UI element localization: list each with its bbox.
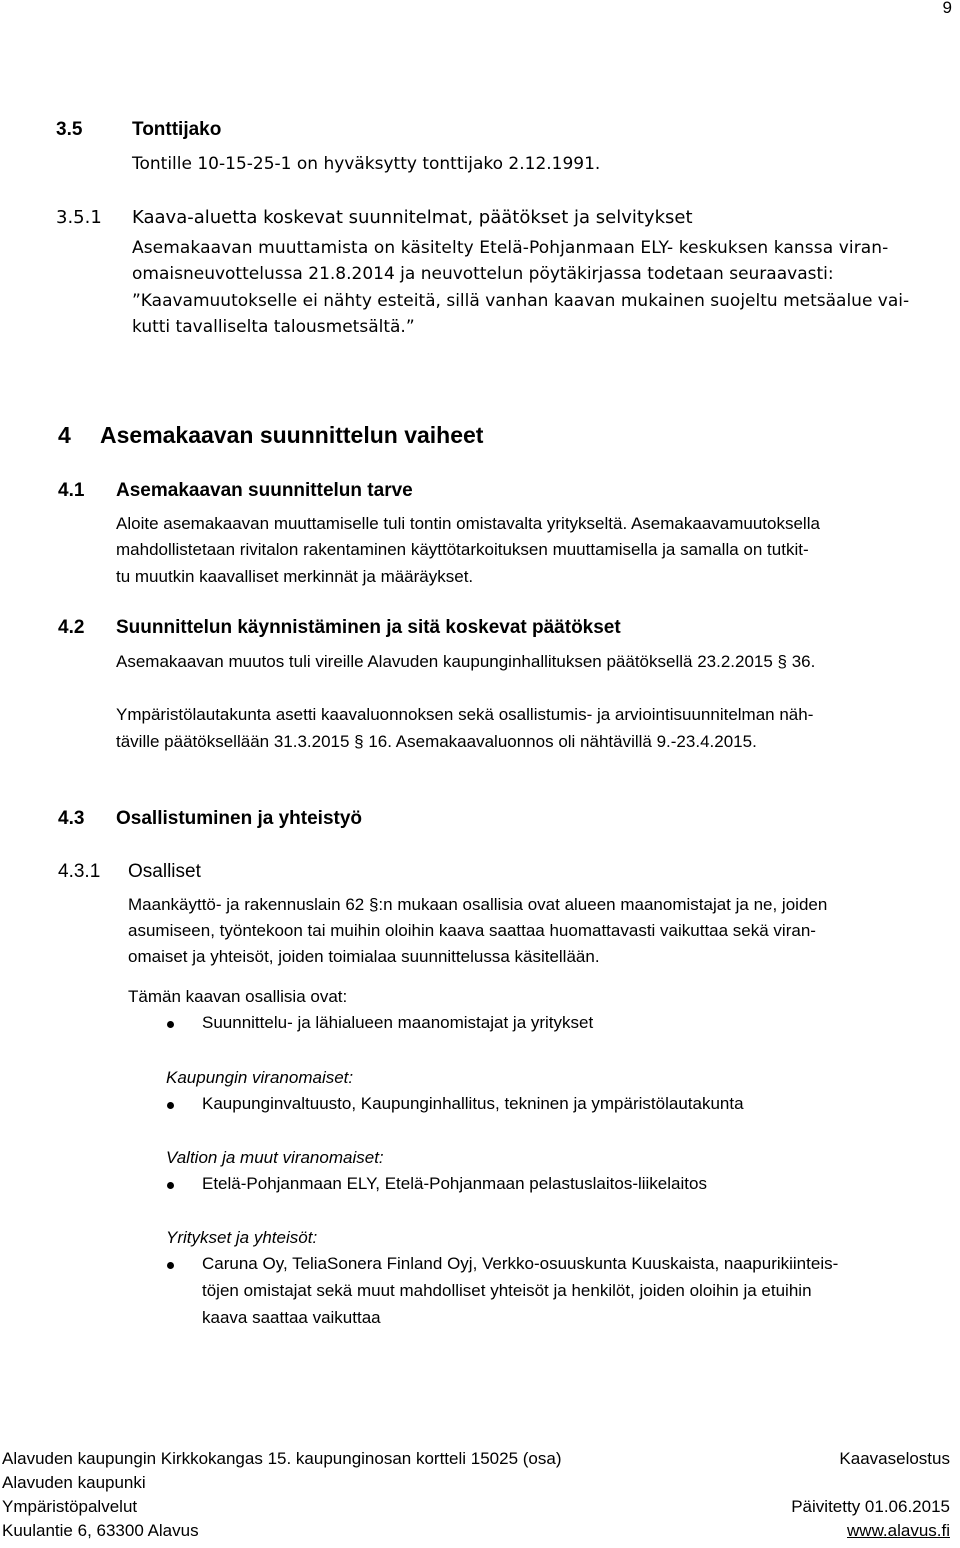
bullet-icon <box>167 1102 174 1109</box>
subsection-number: 3.5.1 <box>56 207 102 228</box>
paragraph: Tontille 10-15-25-1 on hyväksytty tonttijako 2.12.1991. <box>132 154 601 174</box>
list-intro: Tämän kaavan osallisia ovat: <box>128 987 348 1006</box>
paragraph: Asemakaavan muutos tuli vireille Alavuden kaupunginhallituksen päätöksellä 23.2.2015 § 36. <box>116 652 816 671</box>
paragraph-line: täville päätöksellään 31.3.2015 § 16. Asemakaavaluonnos oli nähtävillä 9.-23.4.2015. <box>116 732 757 751</box>
paragraph-line: Ympäristölautakunta asetti kaavaluonnoksen sekä osallistumis- ja arviointisuunnitelman näh- <box>116 705 814 724</box>
quote-line: ”Kaavamuutokselle ei nähty esteitä, sillä vanhan kaavan mukainen suojeltu metsäalue vai- <box>132 291 910 311</box>
section-number: 4.2 <box>58 617 85 638</box>
section-number: 4.1 <box>58 480 85 501</box>
footer-website-link[interactable]: www.alavus.fi <box>847 1521 950 1540</box>
chapter-number: 4 <box>58 422 71 448</box>
page-number: 9 <box>942 0 952 17</box>
group-label: Kaupungin viranomaiset: <box>166 1068 354 1087</box>
footer-plan-name: Alavuden kaupungin Kirkkokangas 15. kaupunginosan kortteli 15025 (osa) <box>2 1449 562 1468</box>
subsection-title: Kaava-aluetta koskevat suunnitelmat, päätökset ja selvitykset <box>132 207 693 228</box>
section-title: Asemakaavan suunnittelun tarve <box>116 480 413 501</box>
paragraph-line: tu muutkin kaavalliset merkinnät ja määräykset. <box>116 567 474 586</box>
list-item-continuation: kaava saattaa vaikuttaa <box>202 1308 381 1327</box>
paragraph-line: Aloite asemakaavan muuttamiselle tuli tontin omistavalta yritykseltä. Asemakaavamuutoksella <box>116 514 820 533</box>
list-item: Kaupunginvaltuusto, Kaupunginhallitus, tekninen ja ympäristölautakunta <box>202 1094 744 1113</box>
section-title: Osallistuminen ja yhteistyö <box>116 808 363 829</box>
section-title: Suunnittelun käynnistäminen ja sitä koskevat päätökset <box>116 617 621 638</box>
group-label: Yritykset ja yhteisöt: <box>166 1228 318 1247</box>
chapter-title: Asemakaavan suunnittelun vaiheet <box>100 422 484 448</box>
footer-department: Ympäristöpalvelut <box>2 1497 138 1516</box>
paragraph-line: Maankäyttö- ja rakennuslain 62 §:n mukaan osallisia ovat alueen maanomistajat ja ne, joiden <box>128 895 828 914</box>
footer-updated-date: Päivitetty 01.06.2015 <box>791 1497 950 1516</box>
paragraph-line: mahdollistetaan rivitalon rakentaminen käyttötarkoituksen muuttamisella ja samalla on tutkit- <box>116 540 809 559</box>
footer-address: Kuulantie 6, 63300 Alavus <box>2 1521 199 1540</box>
bullet-icon <box>167 1182 174 1189</box>
paragraph-line: omaiset ja yhteisöt, joiden toimialaa suunnittelussa käsitellään. <box>128 947 600 966</box>
subsection-title: Osalliset <box>128 861 201 882</box>
bullet-icon <box>167 1021 174 1028</box>
footer-organization: Alavuden kaupunki <box>2 1473 146 1492</box>
paragraph-line: asumiseen, työntekoon tai muihin oloihin kaava saattaa huomattavasti vaikuttaa sekä viran- <box>128 921 816 940</box>
section-title: Tonttijako <box>132 119 222 140</box>
paragraph-line: Asemakaavan muuttamista on käsitelty Etelä-Pohjanmaan ELY- keskuksen kanssa viran- <box>132 238 889 258</box>
group-label: Valtion ja muut viranomaiset: <box>166 1148 384 1167</box>
list-item: Caruna Oy, TeliaSonera Finland Oyj, Verkko-osuuskunta Kuuskaista, naapurikiinteis- <box>202 1254 839 1273</box>
list-item: Etelä-Pohjanmaan ELY, Etelä-Pohjanmaan pelastuslaitos-liikelaitos <box>202 1174 707 1193</box>
list-item-continuation: töjen omistajat sekä muut mahdolliset yhteisöt ja henkilöt, joiden oloihin ja etuihin <box>202 1281 812 1300</box>
bullet-icon <box>167 1262 174 1269</box>
footer-doc-type: Kaavaselostus <box>839 1449 950 1468</box>
quote-line: kutti tavalliselta talousmetsältä.” <box>132 317 415 337</box>
paragraph-line: omaisneuvottelussa 21.8.2014 ja neuvottelun pöytäkirjassa todetaan seuraavasti: <box>132 264 834 284</box>
list-item: Suunnittelu- ja lähialueen maanomistajat ja yritykset <box>202 1013 594 1032</box>
section-number: 4.3 <box>58 808 85 829</box>
section-number: 3.5 <box>56 119 83 140</box>
subsection-number: 4.3.1 <box>58 861 101 882</box>
